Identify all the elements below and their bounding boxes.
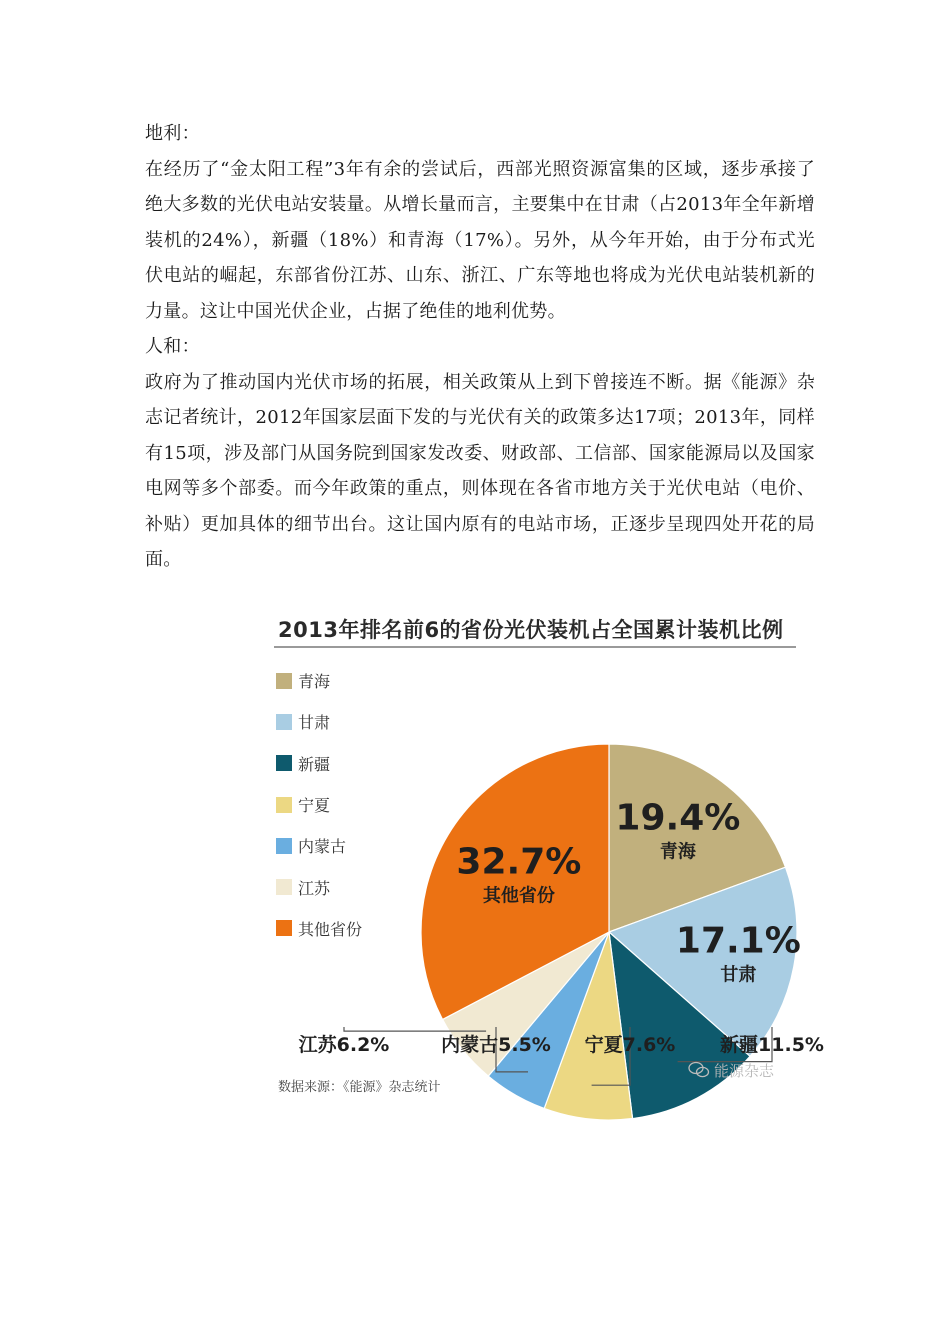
slice-label: 其他省份 — [482, 885, 555, 907]
legend-label: 甘肃 — [298, 713, 331, 733]
pie-chart — [270, 608, 824, 1103]
slice-label: 内蒙古5.5% — [441, 1034, 551, 1056]
heading-renhe: 人和： — [145, 336, 200, 357]
legend-label: 青海 — [298, 672, 331, 692]
watermark-text: 能源杂志 — [714, 1062, 775, 1080]
slice-label: 江苏6.2% — [298, 1034, 390, 1056]
legend-label: 宁夏 — [298, 796, 331, 816]
document-body — [145, 116, 815, 578]
chart-figure — [270, 608, 824, 1103]
slice-label: 青海 — [659, 841, 696, 863]
watermark — [688, 1060, 774, 1081]
slice-label: 甘肃 — [720, 964, 757, 986]
legend-label: 江苏 — [298, 878, 331, 898]
heading-dili: 地利： — [145, 123, 200, 144]
chart-title: 2013年排名前6的省份光伏装机占全国累计装机比例 — [278, 618, 784, 642]
slice-label: 19.4% — [615, 797, 741, 839]
wechat-icon — [688, 1061, 710, 1079]
slice-label: 新疆11.5% — [720, 1034, 824, 1056]
legend-label: 其他省份 — [298, 919, 363, 939]
legend-label: 内蒙古 — [298, 837, 347, 857]
paragraph-dili: 在经历了“金太阳工程”3年有余的尝试后，西部光照资源富集的区域，逐步承接了绝大多数的光伏电站安装量。从增长量而言，主要集中在甘肃（占2013年全年新增装机的24%），新疆（18%）和青海（17%）。另外，从今年开始，由于分布式光伏电站的崛起，东部省份江苏、山东、浙江、广东等地也将成为光伏电站装机新的力量。这让中国光伏企业，占据了绝佳的地利优势。 — [145, 158, 815, 322]
slice-label: 17.1% — [675, 920, 801, 962]
slice-label: 宁夏7.6% — [584, 1034, 676, 1056]
chart-source: 数据来源：《能源》杂志统计 — [278, 1080, 441, 1095]
paragraph-renhe: 政府为了推动国内光伏市场的拓展，相关政策从上到下曾接连不断。据《能源》杂志记者统计，2012年国家层面下发的与光伏有关的政策多达17项；2013年，同样有15项，涉及部门从国务院到国家发改委、财政部、工信部、国家能源局以及国家电网等多个部委。而今年政策的重点，则体现在各省市地方关于光伏电站（电价、补贴）更加具体的细节出台。这让国内原有的电站市场，正逐步呈现四处开花的局面。 — [145, 371, 815, 570]
legend-label: 新疆 — [298, 754, 331, 774]
slice-label: 32.7% — [456, 841, 582, 883]
